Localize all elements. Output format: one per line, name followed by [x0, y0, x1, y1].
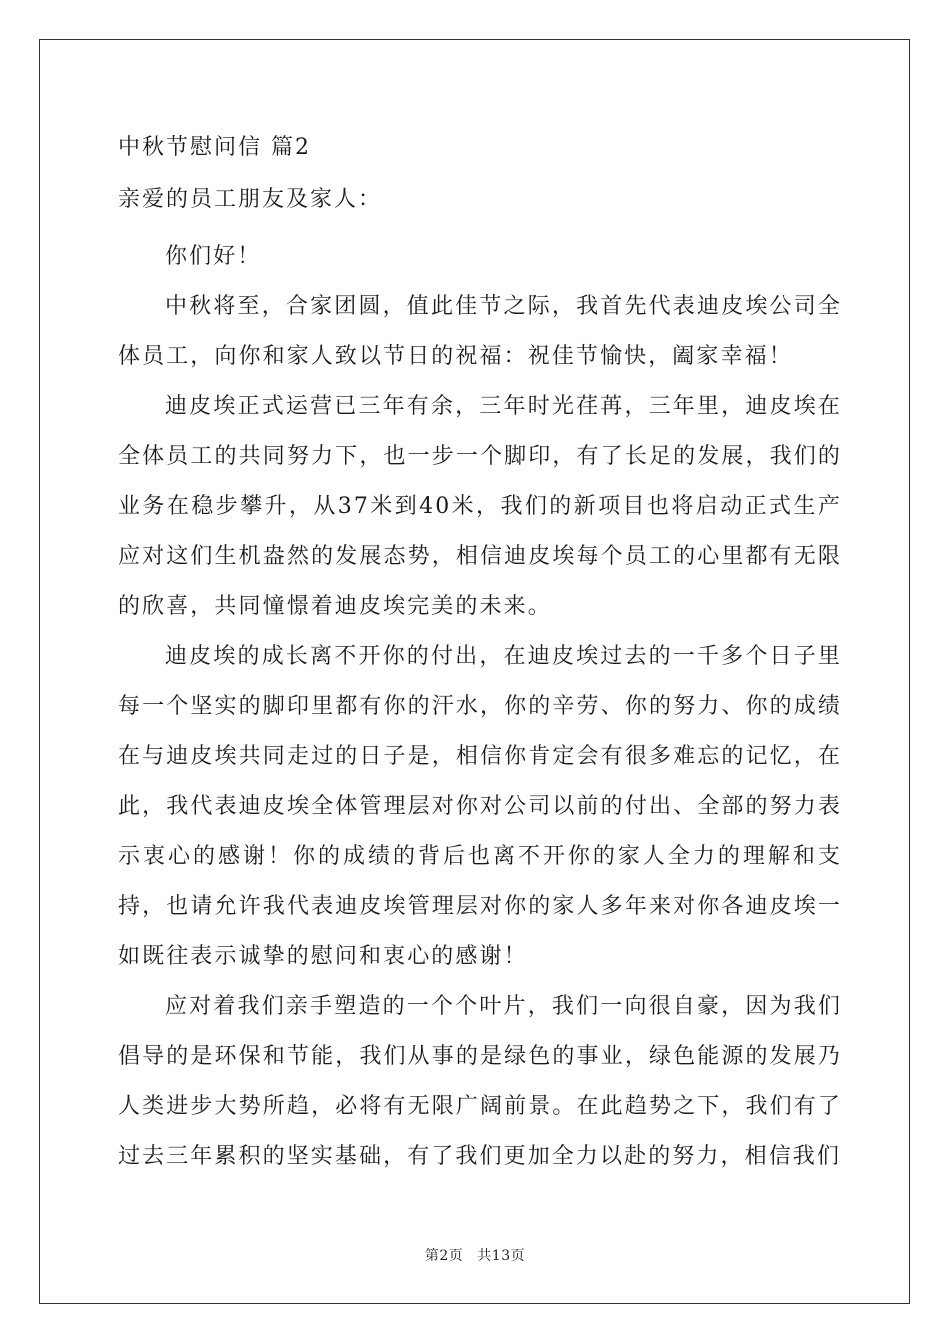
salutation: 亲爱的员工朋友及家人：	[118, 187, 383, 212]
paragraph: 应对着我们亲手塑造的一个个叶片，我们一向很自豪，因为我们倡导的是环保和节能，我们从事的是绿色的事业，绿色能源的发展乃人类进步大势所趋，必将有无限广阔前景。在此趋势之下，我们有了过去三年累积的坚实基础，有了我们更加全力以赴的努力，相信我们	[118, 994, 842, 1169]
page-total: 共13页	[477, 1248, 526, 1264]
page-footer	[0, 1246, 950, 1266]
paragraph: 迪皮埃正式运营已三年有余，三年时光荏苒，三年里，迪皮埃在全体员工的共同努力下，也一步一个脚印，有了长足的发展，我们的业务在稳步攀升，从37米到40米，我们的新项目也将启动正式生产应对这们生机盎然的发展态势，相信迪皮埃每个员工的心里都有无限的欣喜，共同憧憬着迪皮埃完美的未来。	[118, 394, 842, 619]
paragraph-greeting: 你们好！	[165, 244, 262, 269]
paragraph: 中秋将至，合家团圆，值此佳节之际，我首先代表迪皮埃公司全体员工，向你和家人致以节日的祝福：祝佳节愉快，阖家幸福！	[118, 294, 842, 369]
paragraph: 迪皮埃的成长离不开你的付出，在迪皮埃过去的一千多个日子里每一个坚实的脚印里都有你的汗水，你的辛劳、你的努力、你的成绩在与迪皮埃共同走过的日子是，相信你肯定会有很多难忘的记忆，在此，我代表迪皮埃全体管理层对你对公司以前的付出、全部的努力表示衷心的感谢！你的成绩的背后也离不开你的家人全力的理解和支持，也请允许我代表迪皮埃管理层对你的家人多年来对你各迪皮埃一如既往表示诚挚的慰问和衷心的感谢！	[118, 644, 842, 969]
document-title: 中秋节慰问信 篇2	[118, 135, 311, 160]
document-body	[118, 128, 842, 1182]
page-number: 第2页	[424, 1248, 464, 1264]
